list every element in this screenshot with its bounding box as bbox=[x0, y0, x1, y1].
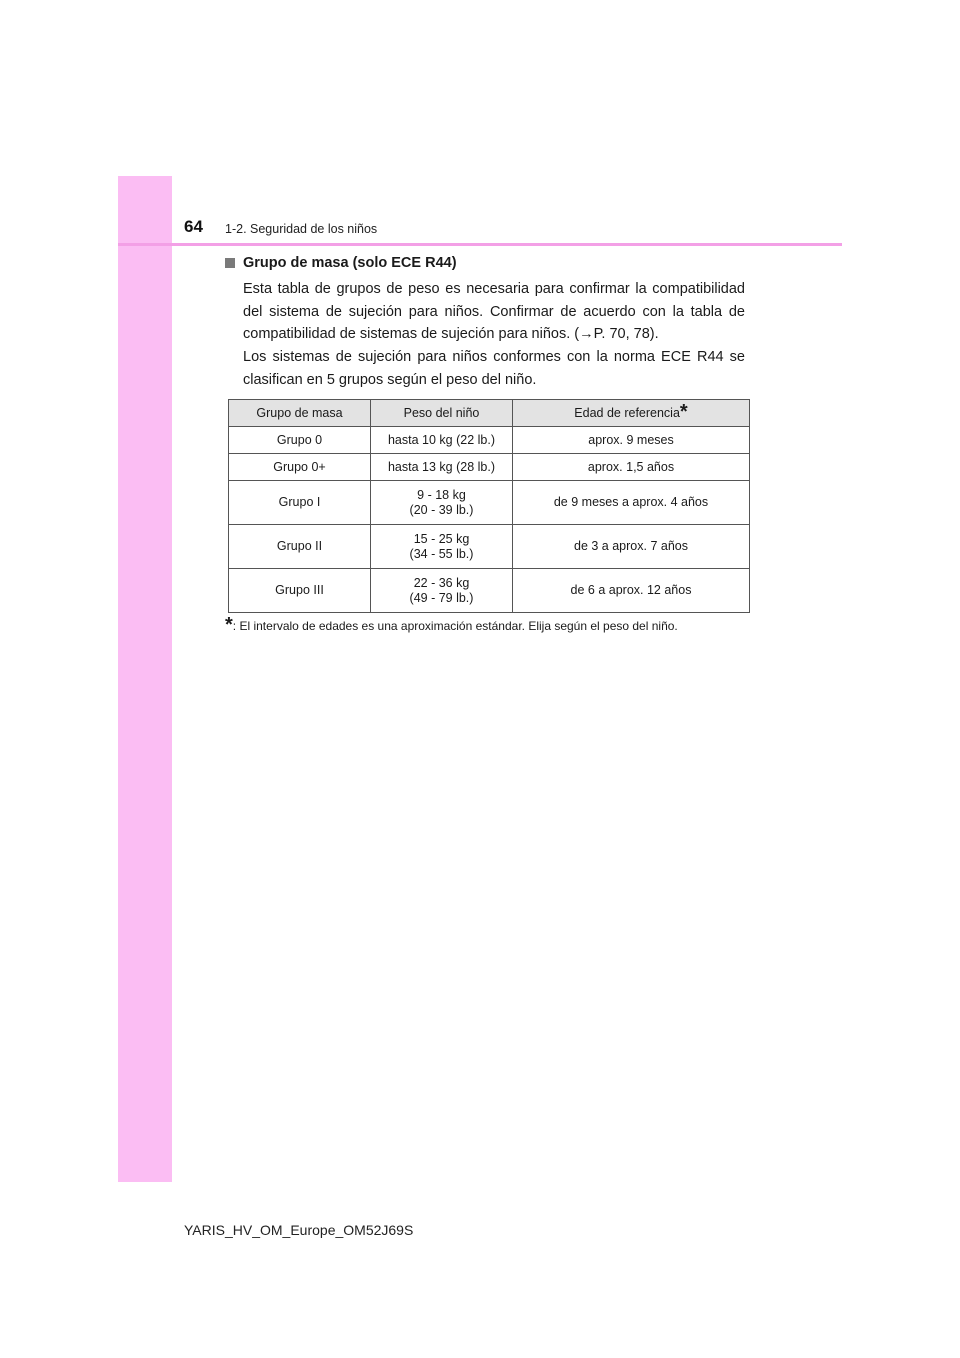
table-row bbox=[229, 454, 750, 481]
header-child-weight: Peso del niño bbox=[371, 400, 513, 427]
weight-kg: 9 - 18 kg bbox=[417, 487, 466, 502]
cell-group: Grupo III bbox=[229, 569, 371, 613]
cell-weight: hasta 13 kg (28 lb.) bbox=[371, 454, 513, 481]
weight-lb: (49 - 79 lb.) bbox=[409, 590, 474, 605]
cell-group: Grupo 0+ bbox=[229, 454, 371, 481]
table-row bbox=[229, 569, 750, 613]
cell-group: Grupo I bbox=[229, 481, 371, 525]
table-row bbox=[229, 525, 750, 569]
footnote-asterisk: * bbox=[225, 614, 233, 636]
page-number: 64 bbox=[184, 217, 203, 236]
cell-group: Grupo 0 bbox=[229, 427, 371, 454]
heading-text: Grupo de masa (solo ECE R44) bbox=[243, 255, 457, 271]
cell-age: aprox. 1,5 años bbox=[513, 454, 750, 481]
document-id: YARIS_HV_OM_Europe_OM52J69S bbox=[184, 1222, 414, 1238]
cell-weight bbox=[371, 481, 513, 525]
header-mass-group: Grupo de masa bbox=[229, 400, 371, 427]
classification-paragraph: Los sistemas de sujeción para niños conformes con la norma ECE R44 se clasifican en 5 grupos según el peso del niño. bbox=[243, 349, 745, 388]
cell-weight bbox=[371, 525, 513, 569]
footnote-text: : El intervalo de edades es una aproximación estándar. Elija según el peso del niño. bbox=[232, 619, 678, 633]
side-color-band bbox=[118, 176, 172, 1182]
header-divider bbox=[118, 243, 842, 246]
cell-weight bbox=[371, 569, 513, 613]
asterisk-marker: * bbox=[679, 401, 688, 423]
cell-age: de 3 a aprox. 7 años bbox=[513, 525, 750, 569]
square-bullet-icon bbox=[225, 258, 235, 268]
header-reference-age bbox=[513, 400, 750, 427]
weight-kg: 22 - 36 kg bbox=[413, 575, 470, 590]
section-heading bbox=[225, 255, 457, 271]
table-row bbox=[229, 481, 750, 525]
cell-age: de 6 a aprox. 12 años bbox=[513, 569, 750, 613]
weight-kg: 15 - 25 kg bbox=[413, 531, 470, 546]
table-header-row bbox=[229, 400, 750, 427]
intro-paragraph: Esta tabla de grupos de peso es necesaria para confirmar la compatibilidad del sistema de sujeción para niños. Confirmar de acuerdo con la tabla de compatibilidad de sistemas de sujeción para niños. (→P. 70, 78). bbox=[243, 281, 745, 342]
table-row bbox=[229, 427, 750, 454]
cell-age: aprox. 9 meses bbox=[513, 427, 750, 454]
weight-lb: (20 - 39 lb.) bbox=[409, 502, 474, 517]
cell-weight: hasta 10 kg (22 lb.) bbox=[371, 427, 513, 454]
cell-age: de 9 meses a aprox. 4 años bbox=[513, 481, 750, 525]
footnote bbox=[225, 614, 678, 636]
header-reference-age-label: Edad de referencia bbox=[574, 406, 680, 420]
weight-lb: (34 - 55 lb.) bbox=[409, 546, 474, 561]
section-title: 1-2. Seguridad de los niños bbox=[225, 222, 378, 236]
cell-group: Grupo II bbox=[229, 525, 371, 569]
mass-group-table bbox=[228, 399, 750, 613]
